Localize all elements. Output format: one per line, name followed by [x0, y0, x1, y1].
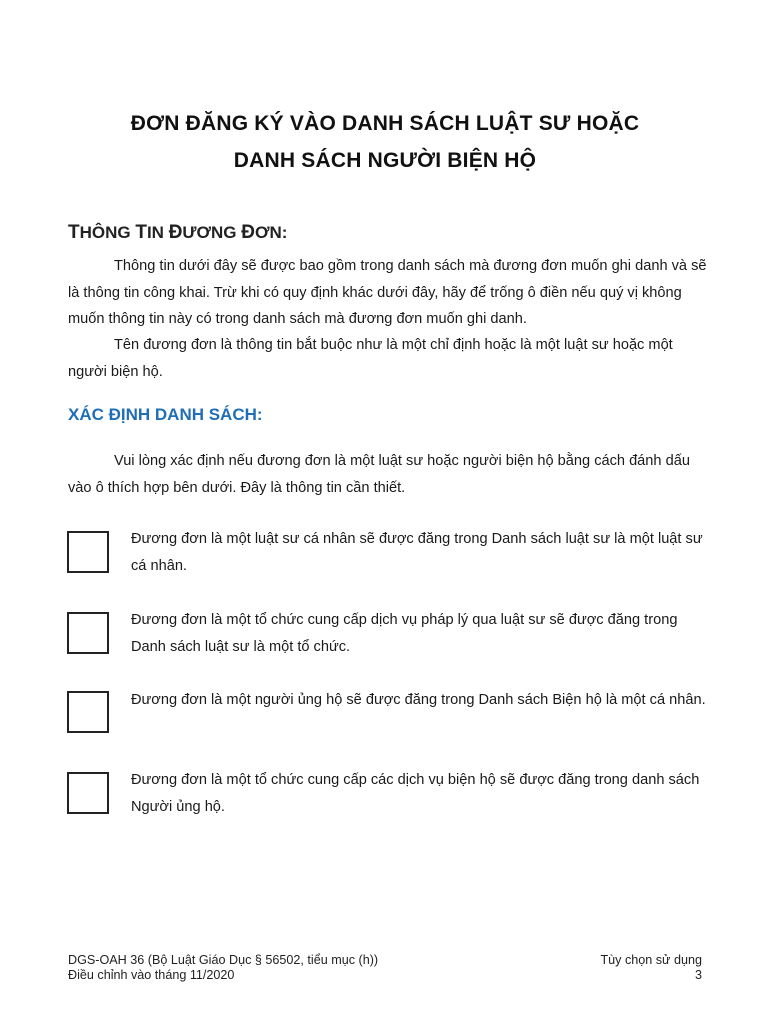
- footer-left: [68, 953, 378, 983]
- option-label-individual-advocate: Đương đơn là một người ủng hộ sẽ được đăng trong Danh sách Biện hộ là một cá nhân.: [131, 692, 706, 708]
- listing-heading: XÁC ĐỊNH DANH SÁCH:: [68, 405, 263, 424]
- option-label-advocate-organization: Đương đơn là một tổ chức cung cấp các dịch vụ biện hộ sẽ được đăng trong danh sách Người ủng hộ.: [131, 772, 700, 815]
- document-title-line-2: DANH SÁCH NGƯỜI BIỆN HỘ: [233, 149, 537, 172]
- document-title-line-1: ĐƠN ĐĂNG KÝ VÀO DANH SÁCH LUẬT SƯ HOẶC: [130, 112, 640, 135]
- applicant-info-paragraph-2: Tên đương đơn là thông tin bắt buộc như là một chỉ định hoặc là một luật sư hoặc một người biện hộ.: [68, 337, 673, 380]
- checkbox-individual-advocate[interactable]: [67, 691, 109, 733]
- option-label-attorney-organization: Đương đơn là một tổ chức cung cấp dịch vụ pháp lý qua luật sư sẽ được đăng trong Danh sách luật sư là một tổ chức.: [131, 612, 678, 655]
- checkbox-individual-attorney[interactable]: [67, 531, 109, 573]
- option-label-individual-attorney: Đương đơn là một luật sư cá nhân sẽ được đăng trong Danh sách luật sư là một luật sư cá nhân.: [131, 531, 703, 574]
- checkbox-advocate-organization[interactable]: [67, 772, 109, 814]
- applicant-info-heading: THÔNG TIN ĐƯƠNG ĐƠN:: [68, 222, 288, 243]
- footer-form-id: DGS-OAH 36 (Bộ Luật Giáo Dục § 56502, tiểu mục (h)): [68, 953, 379, 967]
- checkbox-attorney-organization[interactable]: [67, 612, 109, 654]
- footer-revised-date: Điều chỉnh vào tháng 11/2020: [68, 968, 235, 982]
- page-number: 3: [694, 968, 702, 982]
- footer-usage: Tùy chọn sử dụng: [600, 953, 702, 967]
- footer-right: [600, 953, 702, 983]
- applicant-info-paragraph-1: Thông tin dưới đây sẽ được bao gồm trong danh sách mà đương đơn muốn ghi danh và sẽ là thông tin công khai. Trừ khi có quy định khác dưới đây, hãy để trống ô điền nếu quý vị không muốn thông tin này có trong danh sách mà đương đơn muốn ghi danh.: [68, 258, 707, 327]
- listing-instructions: Vui lòng xác định nếu đương đơn là một luật sư hoặc người biện hộ bằng cách đánh dấu vào ô thích hợp bên dưới. Đây là thông tin cần thiết.: [68, 453, 690, 496]
